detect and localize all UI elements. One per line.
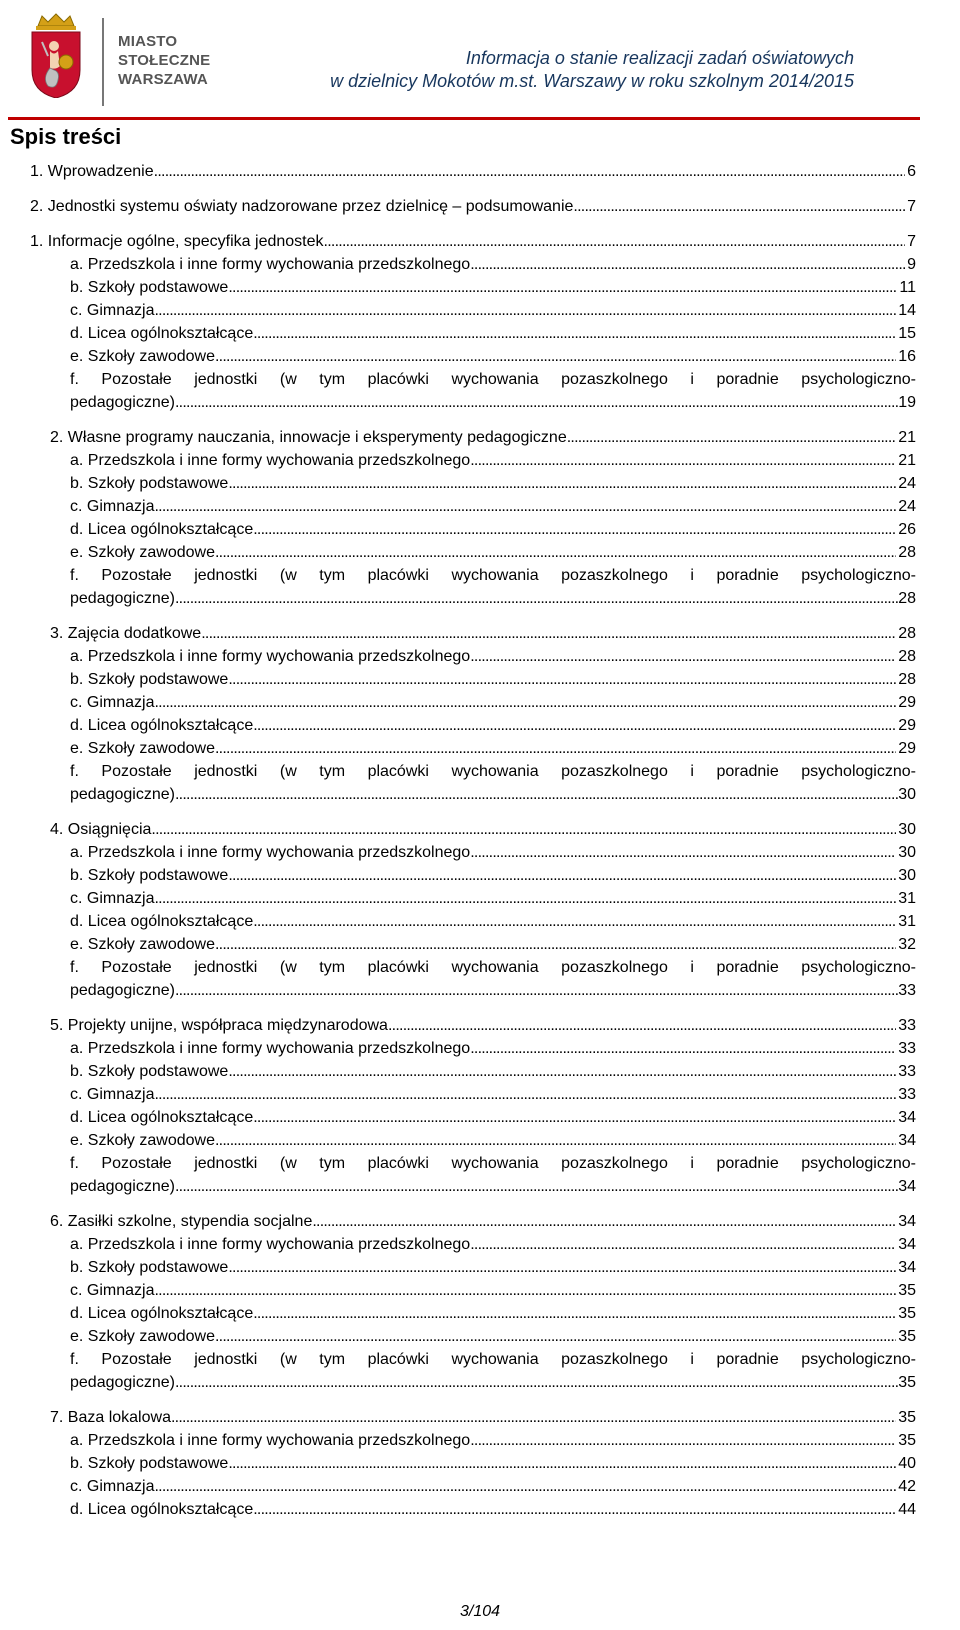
toc-page-number: 44 <box>898 1501 916 1518</box>
toc-entry-label: b. Szkoły podstawowe <box>70 1455 229 1472</box>
toc-entry-label: b. Szkoły podstawowe <box>70 279 229 296</box>
toc-entry-label: pedagogiczne) <box>70 1374 175 1391</box>
dot-leader <box>470 841 896 864</box>
toc-page-number: 35 <box>898 1305 916 1322</box>
toc-entry[interactable] <box>70 322 916 345</box>
warsaw-coat-of-arms-icon <box>28 12 84 98</box>
org-line: STOŁECZNE <box>118 52 211 69</box>
toc-entry[interactable] <box>70 1037 916 1060</box>
toc-page-number: 16 <box>898 348 916 365</box>
toc-entry-continuation <box>70 783 916 806</box>
toc-entry[interactable] <box>70 1152 916 1198</box>
dot-leader <box>154 887 896 910</box>
dot-leader <box>470 1233 896 1256</box>
toc-entry[interactable] <box>70 841 916 864</box>
toc-entry-label: a. Przedszkola i inne formy wychowania przedszkolnego <box>70 452 471 469</box>
toc-entry-label: e. Szkoły zawodowe <box>70 936 215 953</box>
header-rule <box>8 117 920 120</box>
toc-page-number: 19 <box>898 394 916 411</box>
toc-page-number: 33 <box>898 1086 916 1103</box>
page-number: 3/104 <box>459 1603 501 1620</box>
toc-page-number: 34 <box>898 1178 916 1195</box>
dot-leader <box>201 622 896 645</box>
toc-entry[interactable] <box>50 818 916 841</box>
document-title-line: w dzielnicy Mokotów m.st. Warszawy w roku szkolnym 2014/2015 <box>330 71 854 91</box>
toc-entry-label: d. Licea ogólnokształcące <box>70 717 254 734</box>
toc-entry[interactable] <box>70 564 916 610</box>
toc-entry-label: c. Gimnazja <box>70 498 155 515</box>
toc-entry-label: f. Pozostałe jednostki (w tym placówki wychowania pozaszkolnego i poradnie psychologiczno- <box>70 371 916 388</box>
dot-leader <box>175 979 898 1002</box>
toc-entry-label: c. Gimnazja <box>70 1086 155 1103</box>
toc-page-number: 35 <box>898 1409 916 1426</box>
toc-page-number: 35 <box>898 1374 916 1391</box>
toc-page-number: 30 <box>898 844 916 861</box>
toc-entry[interactable] <box>70 1256 916 1279</box>
toc-entry[interactable] <box>70 1106 916 1129</box>
toc-entry-label: b. Szkoły podstawowe <box>70 671 229 688</box>
toc-entry-label: a. Przedszkola i inne formy wychowania przedszkolnego <box>70 844 471 861</box>
toc-entry[interactable] <box>70 1498 916 1521</box>
toc-entry[interactable] <box>70 1325 916 1348</box>
toc-entry[interactable] <box>70 887 916 910</box>
toc-entry-label: pedagogiczne) <box>70 982 175 999</box>
dot-leader <box>253 1106 896 1129</box>
dot-leader <box>215 933 896 956</box>
toc-entry-label: 1. Informacje ogólne, specyfika jednostek <box>30 233 324 250</box>
toc-page-number: 33 <box>898 1040 916 1057</box>
toc-entry-label: d. Licea ogólnokształcące <box>70 1305 254 1322</box>
toc-entry-continuation <box>70 587 916 610</box>
toc-page-number: 24 <box>898 475 916 492</box>
toc-entry-label: e. Szkoły zawodowe <box>70 544 215 561</box>
toc-page-number: 7 <box>907 198 916 215</box>
toc-entry-label: 2. Własne programy nauczania, innowacje i eksperymenty pedagogiczne <box>50 429 567 446</box>
toc-entry[interactable] <box>70 864 916 887</box>
dot-leader <box>154 495 896 518</box>
toc-entry[interactable] <box>70 1129 916 1152</box>
dot-leader <box>171 1406 896 1429</box>
dot-leader <box>228 276 897 299</box>
dot-leader <box>470 1429 896 1452</box>
toc-page-number: 14 <box>898 302 916 319</box>
toc-entry[interactable] <box>70 1429 916 1452</box>
toc-entry[interactable] <box>50 1210 916 1233</box>
toc-page-number: 11 <box>899 279 916 296</box>
dot-leader <box>154 299 896 322</box>
toc-entry-label: e. Szkoły zawodowe <box>70 1328 215 1345</box>
dot-leader <box>175 1371 898 1394</box>
dot-leader <box>215 1325 896 1348</box>
toc-page-number: 29 <box>898 740 916 757</box>
dot-leader <box>253 714 896 737</box>
org-line: MIASTO <box>118 33 178 50</box>
dot-leader <box>228 1256 896 1279</box>
toc-entry-continuation <box>70 1371 916 1394</box>
dot-leader <box>175 783 898 806</box>
toc-entry-continuation <box>70 1175 916 1198</box>
org-line: WARSZAWA <box>118 71 208 88</box>
toc-entry[interactable] <box>70 299 916 322</box>
dot-leader <box>470 253 905 276</box>
toc-entry-label: a. Przedszkola i inne formy wychowania przedszkolnego <box>70 1236 471 1253</box>
toc-entry-label: 3. Zajęcia dodatkowe <box>50 625 202 642</box>
toc-page-number: 6 <box>907 163 916 180</box>
toc-entry[interactable] <box>70 449 916 472</box>
toc-page-number: 34 <box>898 1259 916 1276</box>
toc-entry-label: c. Gimnazja <box>70 890 155 907</box>
toc-entry-label: c. Gimnazja <box>70 1282 155 1299</box>
toc-entry-label: 1. Wprowadzenie <box>30 163 154 180</box>
dot-leader <box>175 587 898 610</box>
toc-entry-label: d. Licea ogólnokształcące <box>70 1109 254 1126</box>
dot-leader <box>228 668 896 691</box>
toc-page-number: 34 <box>898 1132 916 1149</box>
toc-heading: Spis treści <box>10 124 122 149</box>
dot-leader <box>253 910 896 933</box>
toc-page-number: 31 <box>898 913 916 930</box>
toc-entry-label: e. Szkoły zawodowe <box>70 348 215 365</box>
toc-page-number: 30 <box>898 821 916 838</box>
toc-entry[interactable] <box>50 1014 916 1037</box>
toc-entry[interactable] <box>70 714 916 737</box>
toc-entry-label: 6. Zasiłki szkolne, stypendia socjalne <box>50 1213 313 1230</box>
toc-entry[interactable] <box>70 1348 916 1394</box>
dot-leader <box>151 818 896 841</box>
toc-entry-label: d. Licea ogólnokształcące <box>70 325 254 342</box>
toc-entry[interactable] <box>70 518 916 541</box>
document-title-line: Informacja o stanie realizacji zadań oświatowych <box>465 48 854 68</box>
toc-entry-label: f. Pozostałe jednostki (w tym placówki wychowania pozaszkolnego i poradnie psychologiczno- <box>70 1155 916 1172</box>
dot-leader <box>470 645 896 668</box>
toc-page-number: 28 <box>898 648 916 665</box>
dot-leader <box>573 195 905 218</box>
toc-page-number: 15 <box>898 325 916 342</box>
toc-entry-label: a. Przedszkola i inne formy wychowania przedszkolnego <box>70 1432 471 1449</box>
toc-entry[interactable] <box>70 1302 916 1325</box>
toc-entry[interactable] <box>50 622 916 645</box>
toc-page-number: 33 <box>898 982 916 999</box>
toc-page-number: 33 <box>898 1063 916 1080</box>
toc-entry-label: f. Pozostałe jednostki (w tym placówki wychowania pozaszkolnego i poradnie psychologiczno- <box>70 959 916 976</box>
dot-leader <box>228 864 896 887</box>
toc-page-number: 9 <box>907 256 916 273</box>
toc-entry[interactable] <box>70 1452 916 1475</box>
toc-entry[interactable] <box>70 1233 916 1256</box>
toc-page-number: 30 <box>898 867 916 884</box>
toc-page-number: 28 <box>898 671 916 688</box>
toc-page-number: 28 <box>898 590 916 607</box>
toc-page-number: 35 <box>898 1432 916 1449</box>
toc-page-number: 35 <box>898 1282 916 1299</box>
dot-leader <box>175 391 898 414</box>
toc-entry-label: pedagogiczne) <box>70 590 175 607</box>
toc-entry[interactable] <box>70 956 916 1002</box>
toc-entry-label: f. Pozostałe jednostki (w tym placówki wychowania pozaszkolnego i poradnie psychologiczno- <box>70 763 916 780</box>
dot-leader <box>228 1452 896 1475</box>
toc-entry-label: b. Szkoły podstawowe <box>70 475 229 492</box>
toc-entry-label: 7. Baza lokalowa <box>50 1409 171 1426</box>
dot-leader <box>253 518 896 541</box>
toc-entry-label: d. Licea ogólnokształcące <box>70 913 254 930</box>
toc-entry[interactable] <box>70 737 916 760</box>
dot-leader <box>253 1302 896 1325</box>
toc-page-number: 40 <box>898 1455 916 1472</box>
dot-leader <box>154 691 896 714</box>
toc-page-number: 28 <box>898 625 916 642</box>
toc-entry[interactable] <box>70 645 916 668</box>
toc-entry-label: e. Szkoły zawodowe <box>70 740 215 757</box>
toc-entry-label: 4. Osiągnięcia <box>50 821 152 838</box>
toc-entry[interactable] <box>70 276 916 299</box>
toc-entry-continuation <box>70 979 916 1002</box>
toc-page-number: 26 <box>898 521 916 538</box>
toc-page-number: 7 <box>907 233 916 250</box>
toc-entry[interactable] <box>70 1083 916 1106</box>
document-title <box>330 47 854 93</box>
toc-entry[interactable] <box>50 426 916 449</box>
toc-entry[interactable] <box>70 691 916 714</box>
dot-leader <box>567 426 896 449</box>
toc-entry[interactable] <box>70 541 916 564</box>
toc-entry-label: pedagogiczne) <box>70 786 175 803</box>
dot-leader <box>154 1475 896 1498</box>
toc-page-number: 34 <box>898 1213 916 1230</box>
dot-leader <box>154 1083 896 1106</box>
org-name <box>118 32 210 89</box>
dot-leader <box>253 322 896 345</box>
toc-page-number: 42 <box>898 1478 916 1495</box>
dot-leader <box>470 449 896 472</box>
toc-entry[interactable] <box>30 230 916 253</box>
toc-entry[interactable] <box>70 472 916 495</box>
toc-page-number: 24 <box>898 498 916 515</box>
toc-entry-label: c. Gimnazja <box>70 1478 155 1495</box>
toc-page-number: 29 <box>898 694 916 711</box>
toc-entry[interactable] <box>70 933 916 956</box>
dot-leader <box>470 1037 896 1060</box>
toc-entry-label: c. Gimnazja <box>70 302 155 319</box>
toc-page-number: 28 <box>898 544 916 561</box>
toc-entry[interactable] <box>70 668 916 691</box>
toc-entry[interactable] <box>70 345 916 368</box>
toc-entry-label: b. Szkoły podstawowe <box>70 1063 229 1080</box>
toc-entry-continuation <box>70 391 916 414</box>
toc-entry-label: 2. Jednostki systemu oświaty nadzorowane przez dzielnicę – podsumowanie <box>30 198 574 215</box>
toc-entry[interactable] <box>70 910 916 933</box>
dot-leader <box>154 160 905 183</box>
dot-leader <box>253 1498 896 1521</box>
toc-entry-label: pedagogiczne) <box>70 1178 175 1195</box>
dot-leader <box>228 1060 896 1083</box>
dot-leader <box>388 1014 896 1037</box>
toc-entry[interactable] <box>70 1475 916 1498</box>
dot-leader <box>175 1175 898 1198</box>
toc-entry-label: a. Przedszkola i inne formy wychowania przedszkolnego <box>70 648 471 665</box>
toc-entry[interactable] <box>70 495 916 518</box>
table-of-contents <box>0 160 960 1521</box>
header-divider <box>102 18 104 106</box>
toc-page-number: 34 <box>898 1109 916 1126</box>
toc-entry-label: f. Pozostałe jednostki (w tym placówki wychowania pozaszkolnego i poradnie psychologiczno- <box>70 1351 916 1368</box>
dot-leader <box>215 737 896 760</box>
toc-entry[interactable] <box>50 1406 916 1429</box>
toc-entry-label: d. Licea ogólnokształcące <box>70 521 254 538</box>
toc-entry[interactable] <box>70 760 916 806</box>
dot-leader <box>228 472 896 495</box>
dot-leader <box>324 230 906 253</box>
toc-entry[interactable] <box>30 160 916 183</box>
toc-entry-label: pedagogiczne) <box>70 394 175 411</box>
toc-entry-label: b. Szkoły podstawowe <box>70 1259 229 1276</box>
toc-page-number: 35 <box>898 1328 916 1345</box>
toc-page-number: 21 <box>898 429 916 446</box>
toc-page-number: 21 <box>898 452 916 469</box>
toc-page-number: 32 <box>898 936 916 953</box>
toc-page-number: 34 <box>898 1236 916 1253</box>
toc-page-number: 31 <box>898 890 916 907</box>
toc-entry-label: d. Licea ogólnokształcące <box>70 1501 254 1518</box>
dot-leader <box>215 345 896 368</box>
toc-page-number: 29 <box>898 717 916 734</box>
dot-leader <box>215 541 896 564</box>
toc-entry[interactable] <box>70 1279 916 1302</box>
toc-entry[interactable] <box>70 253 916 276</box>
toc-entry[interactable] <box>70 368 916 414</box>
toc-entry-label: c. Gimnazja <box>70 694 155 711</box>
page-header <box>0 0 960 125</box>
toc-entry-label: e. Szkoły zawodowe <box>70 1132 215 1149</box>
toc-entry-label: f. Pozostałe jednostki (w tym placówki wychowania pozaszkolnego i poradnie psychologiczno- <box>70 567 916 584</box>
toc-entry-label: b. Szkoły podstawowe <box>70 867 229 884</box>
toc-entry-label: a. Przedszkola i inne formy wychowania przedszkolnego <box>70 1040 471 1057</box>
toc-page-number: 33 <box>898 1017 916 1034</box>
dot-leader <box>215 1129 896 1152</box>
toc-entry[interactable] <box>30 195 916 218</box>
toc-entry-label: 5. Projekty unijne, współpraca międzynarodowa <box>50 1017 388 1034</box>
toc-entry-label: a. Przedszkola i inne formy wychowania przedszkolnego <box>70 256 471 273</box>
dot-leader <box>312 1210 896 1233</box>
toc-entry[interactable] <box>70 1060 916 1083</box>
dot-leader <box>154 1279 896 1302</box>
toc-page-number: 30 <box>898 786 916 803</box>
